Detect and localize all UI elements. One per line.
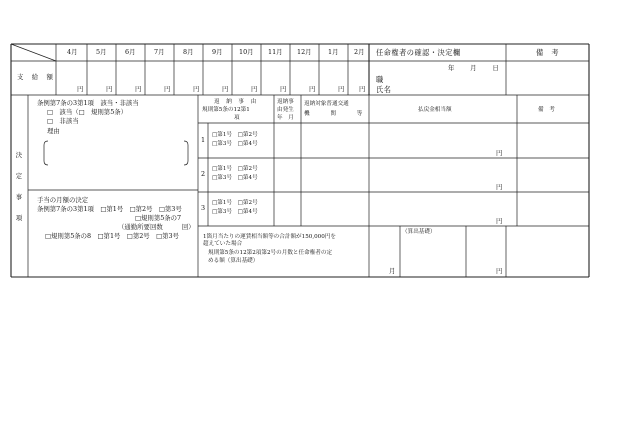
calculation-basis-label: （算出基礎） — [402, 229, 436, 235]
yen-unit: 円 — [496, 267, 503, 275]
footer-note-2: 超えていた場合 — [203, 241, 243, 247]
month-header: 9月 — [212, 48, 223, 56]
month-header: 6月 — [125, 48, 136, 56]
decision-label-char: 決 — [15, 151, 23, 159]
rule5-7-checkbox[interactable]: □規則第5条の7 — [135, 214, 182, 222]
refund-remarks-header: 備 考 — [538, 107, 555, 113]
rule-applicability: 条例第7条の3第1項 該当・非該当 — [37, 99, 139, 107]
monthly-amount-title: 手当の月額の決定 — [37, 196, 89, 204]
row-number: 1 — [201, 136, 206, 144]
refund-date-header-2: 由発生 — [277, 107, 294, 113]
row-checkboxes[interactable]: □第3号 □第4号 — [212, 141, 258, 147]
month-header: 7月 — [154, 48, 165, 56]
row-checkboxes[interactable]: □第1号 □第2号 — [212, 166, 258, 172]
remarks-header: 備 考 — [536, 48, 560, 57]
month-header: 8月 — [183, 48, 194, 56]
yen-unit: 円 — [338, 85, 345, 93]
yen-unit: 円 — [309, 85, 316, 93]
row-checkboxes[interactable]: □第3号 □第4号 — [212, 175, 258, 181]
yen-unit: 円 — [359, 85, 366, 93]
decision-label-char: 事 — [15, 193, 23, 201]
refund-reason-header: 返 納 事 由 — [214, 99, 257, 105]
month-header: 2月 — [354, 48, 365, 56]
month-header: 12月 — [297, 48, 312, 56]
transport-header-1: 返納対象普通交通 — [304, 101, 349, 107]
reason-input[interactable] — [50, 142, 182, 164]
footer-note-1: 1箇月当たりの運賃相当額等の合計額が150,000円を — [203, 234, 336, 240]
row-number: 3 — [201, 204, 206, 212]
month-unit: 月 — [389, 267, 396, 275]
reason-label: 理由 — [47, 127, 60, 135]
row-checkboxes[interactable]: □第1号 □第2号 — [212, 200, 258, 206]
month-header: 5月 — [96, 48, 107, 56]
month-header: 11月 — [268, 48, 283, 56]
rule5-8-checkboxes[interactable]: □規則第5条の8 □第1号 □第2号 □第3号 — [45, 232, 179, 240]
yen-unit: 円 — [496, 149, 503, 157]
yen-unit: 円 — [77, 85, 84, 93]
commute-count: （通勤所要回数 回） — [118, 223, 195, 231]
refund-reason-subheader: 規則第5条の12第1 — [202, 107, 250, 113]
row-number: 2 — [201, 170, 206, 178]
monthly-rule-checkboxes[interactable]: 条例第7条の3第1項 □第1号 □第2号 □第3号 — [37, 205, 182, 213]
refund-amount-header: 払戻金相当額 — [418, 107, 452, 113]
month-header: 10月 — [239, 48, 254, 56]
row-checkboxes[interactable]: □第3号 □第4号 — [212, 209, 258, 215]
yen-unit: 円 — [496, 217, 503, 225]
payment-amount-label: 支 給 額 — [17, 73, 54, 81]
name-label: 氏名 — [376, 85, 392, 94]
not-applicable-checkbox[interactable]: □ 非該当 — [47, 117, 79, 125]
yen-unit: 円 — [106, 85, 113, 93]
yen-unit: 円 — [280, 85, 287, 93]
footer-note-3: 規則第5条の12第2項第2号の月数と任命権者の定 — [208, 250, 333, 256]
footer-note-4: める額（算出基礎） — [208, 258, 259, 264]
date-field: 年 月 日 — [448, 64, 500, 72]
refund-reason-subheader-2: 項 — [234, 115, 240, 121]
yen-unit: 円 — [135, 85, 142, 93]
refund-date-header-3: 年 月 — [277, 115, 294, 121]
yen-unit: 円 — [222, 85, 229, 93]
decision-label-char: 項 — [15, 214, 23, 222]
applicable-checkbox[interactable]: □ 該当（□ 規則第5条） — [47, 108, 128, 116]
transport-header-2: 機 関 等 — [304, 111, 364, 117]
yen-unit: 円 — [164, 85, 171, 93]
month-header: 1月 — [328, 48, 339, 56]
refund-date-header-1: 返納事 — [277, 99, 294, 105]
decision-label-char: 定 — [15, 172, 23, 180]
yen-unit: 円 — [251, 85, 258, 93]
row-checkboxes[interactable]: □第1号 □第2号 — [212, 132, 258, 138]
appointer-confirmation-title: 任命権者の確認・決定欄 — [376, 48, 461, 57]
month-header: 4月 — [67, 48, 78, 56]
post-label: 職 — [376, 75, 384, 84]
yen-unit: 円 — [193, 85, 200, 93]
yen-unit: 円 — [496, 183, 503, 191]
